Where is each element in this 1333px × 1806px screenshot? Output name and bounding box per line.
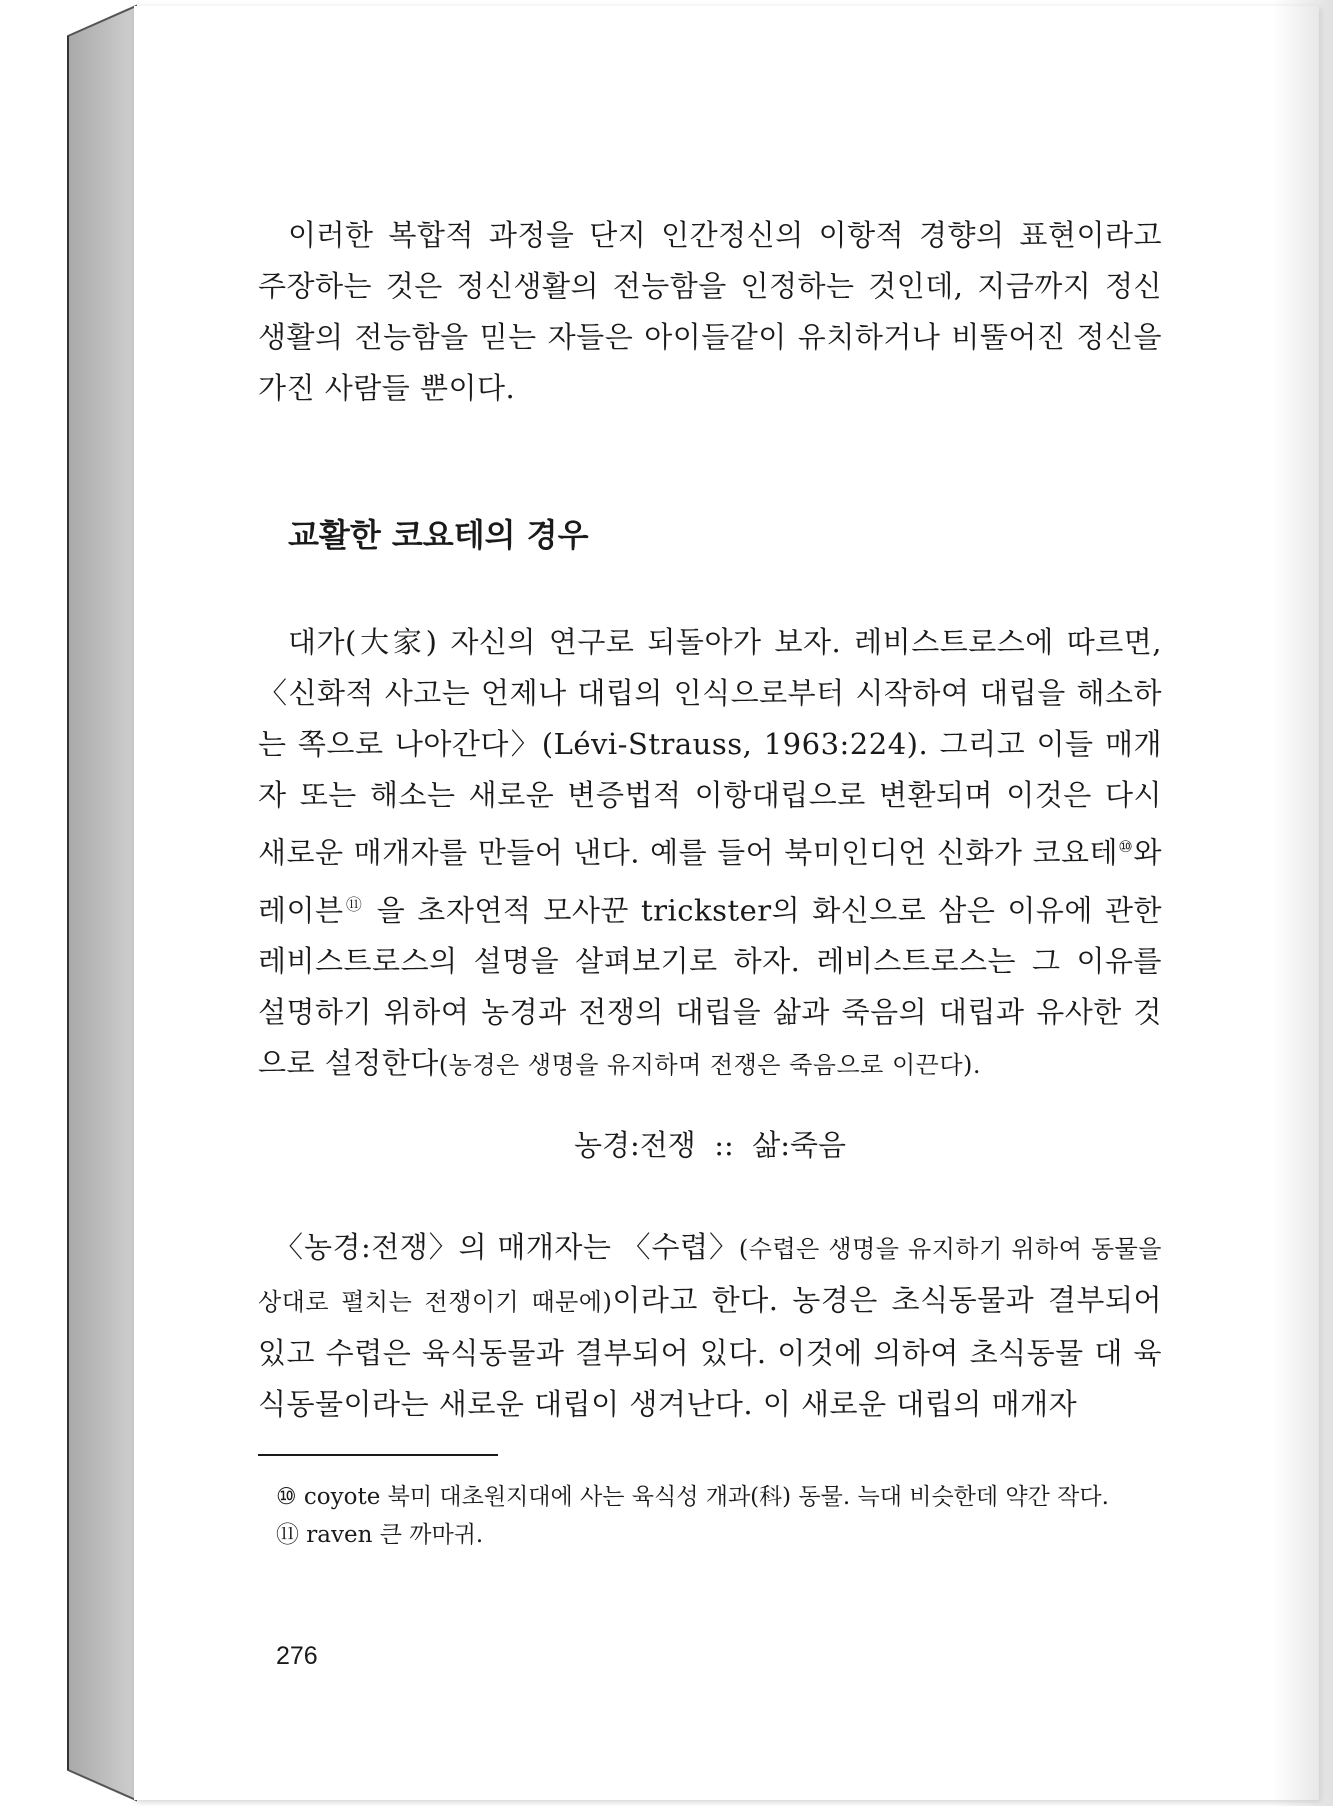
- paragraph-3-text-a: 〈농경:전쟁〉의 매개자는 〈수렵〉: [274, 1230, 739, 1264]
- section-heading: 교활한 코요테의 경우: [288, 516, 589, 554]
- paragraph-3-text-c: 이라고 한다. 농경은 초식동물과 결부되어 있고 수렵은 육식동물과 결부되어 있다. 이것에 의하여 초식동물 대 육식동물이라는 새로운 대립이 생겨난다. 이 새로운 대립의 매개자: [258, 1283, 1162, 1421]
- footnotes: [276, 1478, 1162, 1554]
- paragraph-3: [258, 1222, 1162, 1430]
- paragraph-2-text-b: 와 레이븐: [258, 835, 1163, 928]
- paragraph-2-text-a: 대가(大家) 자신의 연구로 되돌아가 보자. 레비스트로스에 따르면, 〈신화적 사고는 언제나 대립의 인식으로부터 시작하여 대립을 해소하는 쪽으로 나아간다〉(Lévi-Strauss, 1963:224). 그리고 이들 매개자 또는 해소는 새로운 변증법적 이항대립으로 변환되며 이것은 다시 새로운 매개자를 만들어 낸다. 예를 들어 북미인디언 신화가 코요테: [258, 625, 1162, 870]
- page-content: [258, 210, 1163, 1670]
- page-right-shadow: [1273, 0, 1333, 1806]
- footnote-11: ⑪ raven 큰 까마귀.: [276, 1522, 484, 1548]
- footnote-ref-10: ⑩: [1117, 837, 1134, 856]
- analogy-formula: 농경:전쟁 :: 삶:죽음: [573, 1128, 847, 1162]
- footnote-ref-11: ⑪: [343, 894, 365, 914]
- paragraph-2-parenthetical: (농경은 생명을 유지하며 전쟁은 죽음으로 이끈다).: [438, 1051, 981, 1080]
- page-number: 276: [276, 1642, 318, 1670]
- paragraph-1: 이러한 복합적 과정을 단지 인간정신의 이항적 경향의 표현이라고 주장하는 것은 정신생활의 전능함을 인정하는 것인데, 지금까지 정신생활의 전능함을 믿는 자들은 아이들같이 유치하거나 비뚤어진 정신을 가진 사람들 뿐이다.: [258, 218, 1162, 405]
- footnote-10: ⑩ coyote 북미 대초원지대에 사는 육식성 개과(科) 동물. 늑대 비슷한데 약간 작다.: [276, 1484, 1109, 1510]
- paragraph-3-parenthetical: (수렵은 생명을 유지하기 위하여 동물을 상대로 펼치는 전쟁이기 때문에): [258, 1235, 1162, 1316]
- paragraph-2: [258, 617, 1162, 1091]
- footnote-divider: [258, 1454, 498, 1456]
- paragraph-2-text-c: 을 초자연적 모사꾼 trickster의 화신으로 삼은 이유에 관한 레비스트로스의 설명을 살펴보기로 하자. 레비스트로스는 그 이유를 설명하기 위하여 농경과 전쟁의 대립을 삶과 죽음의 대립과 유사한 것으로 설정한다: [258, 893, 1162, 1081]
